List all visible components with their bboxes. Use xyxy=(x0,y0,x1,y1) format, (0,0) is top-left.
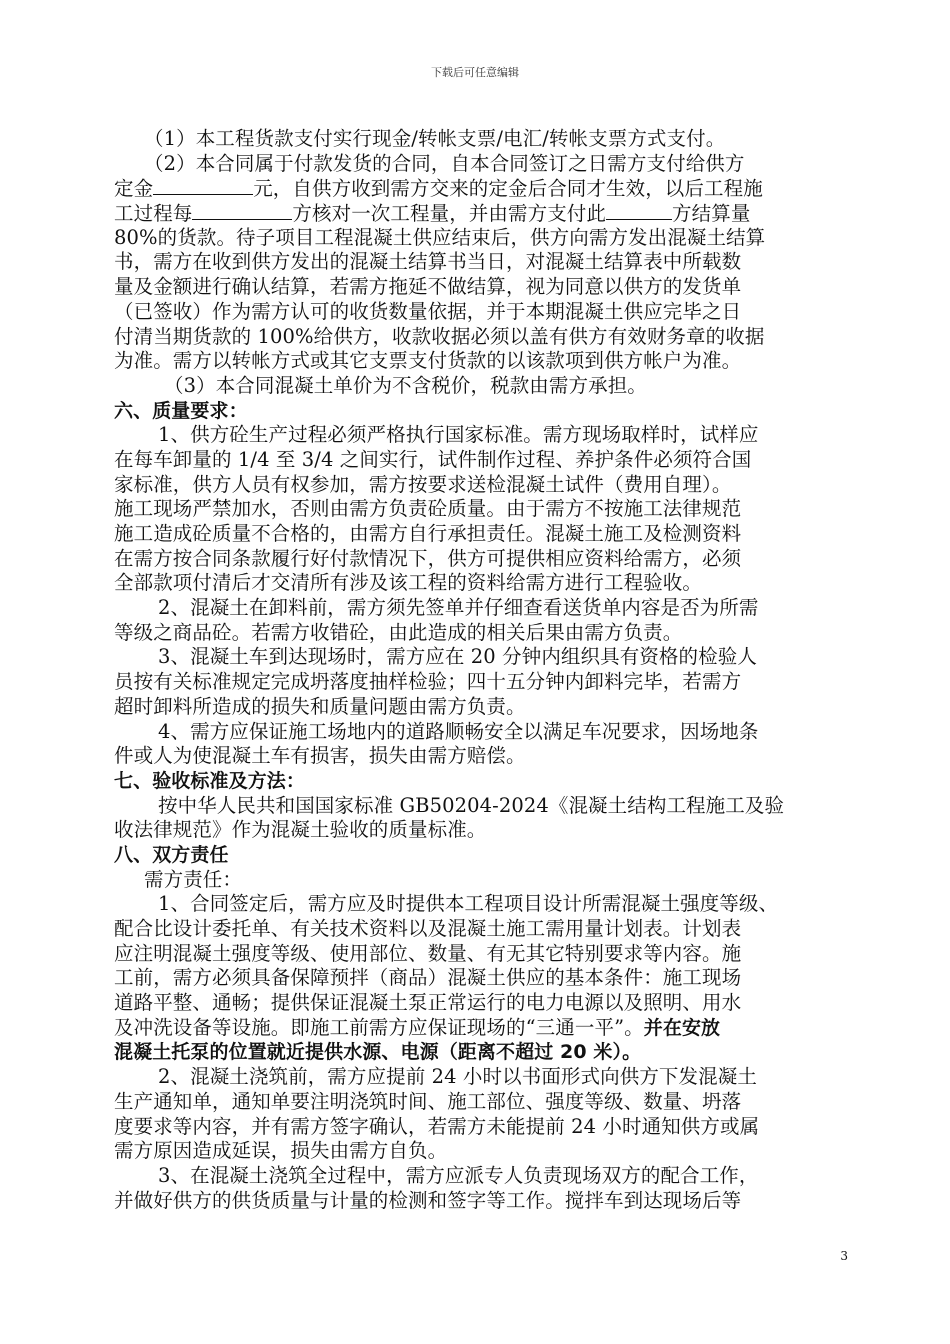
text-line: 为准。需方以转帐方式或其它支票支付货款的以该款项到供方帐户为准。 xyxy=(114,349,742,373)
text-line: 需方责任： xyxy=(144,867,243,891)
text-line xyxy=(114,201,859,226)
text-line: 付清当期货款的 100%给供方，收款收据必须以盖有供方有效财务章的收据 xyxy=(114,324,765,348)
text-line: 2、混凝土浇筑前，需方应提前 24 小时以书面形式向供方下发混凝土 xyxy=(158,1065,757,1089)
text-line: 并做好供方的供货质量与计量的检测和签字等工作。搅拌车到达现场后等 xyxy=(114,1188,742,1212)
text-line: 按中华人民共和国国家标准 GB50204-2024《混凝土结构工程施工及验 xyxy=(158,793,785,817)
text-line: 需方原因造成延误，损失由需方自负。 xyxy=(114,1139,448,1163)
section-heading: 八、双方责任 xyxy=(114,843,229,866)
text-line: 度要求等内容，并有需方签字确认，若需方未能提前 24 小时通知供方或属 xyxy=(114,1114,760,1138)
section-heading: 六、质量要求： xyxy=(114,399,248,422)
text-line: （2）本合同属于付款发货的合同，自本合同签订之日需方支付给供方 xyxy=(144,151,745,175)
text-line: 生产通知单，通知单要注明浇筑时间、施工部位、强度等级、数量、坍落 xyxy=(114,1089,742,1113)
text-line: 80%的货款。待子项目工程混凝土供应结束后，供方向需方发出混凝土结算 xyxy=(114,225,766,249)
text-fragment: 工过程每 xyxy=(114,202,193,226)
text-line: 超时卸料所造成的损失和质量问题由需方负责。 xyxy=(114,694,526,718)
section-heading: 七、验收标准及方法： xyxy=(114,769,306,792)
blank-settlement-volume xyxy=(606,201,672,220)
text-line: 收法律规范》作为混凝土验收的质量标准。 xyxy=(114,818,487,842)
text-fragment: 及冲洗设备等设施。即施工前需方应保证现场的“三通一平”。 xyxy=(114,1015,644,1039)
blank-volume-interval xyxy=(192,201,292,220)
text-line: （1）本工程货款支付实行现金/转帐支票/电汇/转帐支票方式支付。 xyxy=(144,127,726,150)
text-line: 全部款项付清后才交清所有涉及该工程的资料给需方进行工程验收。 xyxy=(114,571,703,595)
text-line: 配合比设计委托单、有关技术资料以及混凝土施工需用量计划表。计划表 xyxy=(114,917,742,940)
text-line: 施工现场严禁加水，否则由需方负责砼质量。由于需方不按施工法律规范 xyxy=(114,497,742,521)
text-line xyxy=(114,1016,859,1041)
text-line: 书，需方在收到供方发出的混凝土结算书当日，对混凝土结算表中所载数 xyxy=(114,250,742,274)
text-line: 4、需方应保证施工场地内的道路顺畅安全以满足车况要求，因场地条 xyxy=(158,719,759,743)
text-line xyxy=(114,176,859,201)
bold-fragment: 并在安放 xyxy=(643,1016,721,1039)
text-line: （3）本合同混凝土单价为不含税价，税款由需方承担。 xyxy=(164,373,647,397)
text-line: 等级之商品砼。若需方收错砼，由此造成的相关后果由需方负责。 xyxy=(114,620,683,644)
text-fragment: 元，自供方收到需方交来的定金后合同才生效，以后工程施 xyxy=(253,177,763,201)
text-line: 1、合同签定后，需方应及时提供本工程项目设计所需混凝土强度等级、 xyxy=(158,892,779,916)
text-line: 3、混凝土车到达现场时，需方应在 20 分钟内组织具有资格的检验人 xyxy=(158,645,757,669)
text-fragment: 方核对一次工程量，并由需方支付此 xyxy=(292,202,607,226)
text-line: 2、混凝土在卸料前，需方须先签单并仔细查看送货单内容是否为所需 xyxy=(158,596,759,620)
bold-text-line: 混凝土托泵的位置就近提供水源、电源（距离不超过 20 米）。 xyxy=(114,1041,642,1064)
page-number: 3 xyxy=(840,1249,848,1263)
text-line: 员按有关标准规定完成坍落度抽样检验；四十五分钟内卸料完毕，若需方 xyxy=(114,670,742,694)
blank-deposit-amount xyxy=(153,176,253,195)
text-line: 道路平整、通畅；提供保证混凝土泵正常运行的电力电源以及照明、用水 xyxy=(114,991,742,1015)
text-line: 家标准，供方人员有权参加，需方按要求送检混凝土试件（费用自理）。 xyxy=(114,472,732,496)
text-line: 量及金额进行确认结算，若需方拖延不做结算，视为同意以供方的发货单 xyxy=(114,275,742,299)
text-line: （已签收）作为需方认可的收货数量依据，并于本期混凝土供应完毕之日 xyxy=(114,299,742,323)
document-body xyxy=(114,127,859,1213)
page-header: 下载后可任意编辑 xyxy=(431,66,519,79)
text-line: 在每车卸量的 1/4 至 3/4 之间实行，试件制作过程、养护条件必须符合国 xyxy=(114,447,752,471)
text-line: 1、供方砼生产过程必须严格执行国家标准。需方现场取样时，试样应 xyxy=(158,423,759,447)
text-line: 应注明混凝土强度等级、使用部位、数量、有无其它特别要求等内容。施 xyxy=(114,941,742,965)
text-line: 工前，需方必须具备保障预拌（商品）混凝土供应的基本条件：施工现场 xyxy=(114,966,742,990)
text-line: 3、在混凝土浇筑全过程中，需方应派专人负责现场双方的配合工作， xyxy=(158,1163,759,1187)
text-fragment: 定金 xyxy=(114,177,154,201)
text-line: 在需方按合同条款履行好付款情况下，供方可提供相应资料给需方，必须 xyxy=(114,546,742,570)
text-fragment: 方结算量 xyxy=(672,202,751,226)
text-line: 件或人为使混凝土车有损害，损失由需方赔偿。 xyxy=(114,744,526,768)
text-line: 施工造成砼质量不合格的，由需方自行承担责任。混凝土施工及检测资料 xyxy=(114,522,742,545)
